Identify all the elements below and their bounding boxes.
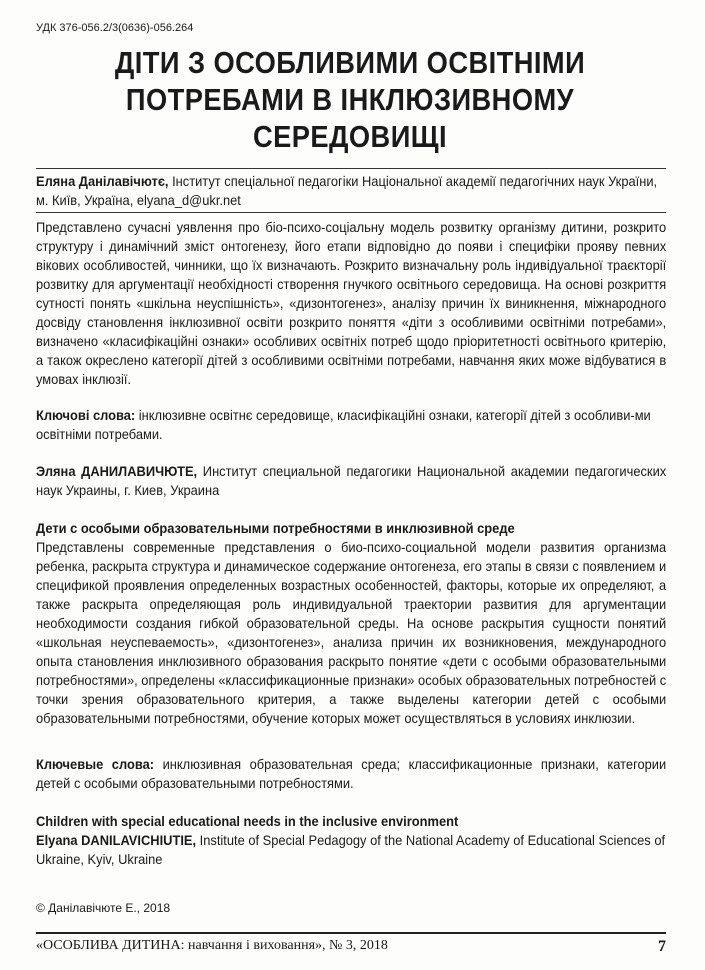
ru-abstract: Представлены современные представления о био-психо-социальной модели развития организма ребенка, раскрыта структура и динамическое содержание онтогенеза, его этапы в связи с появлением и спецификой проявления определенных возрастных особенностей, факторы, которые их определяют, а также раскрыта определяющая роль индивидуальной траектории развития для аргументации необходимости создания гибкой образовательной среды. На основе раскрытия сущности понятий «школьная неуспеваемость», «дизонтогенез», анализа причин их возникновения, международного опыта становления инклюзивного образования раскрыто понятие «дети с особыми образовательными потребностями», определены «классификационные признаки» особых образовательных потребностей с точки зрения образовательного критерия, а также выделены категории детей с особыми образовательными потребностями, обучение которых может осуществляться в условиях инклюзии. — [36, 539, 667, 726]
ru-title — [36, 519, 666, 538]
journal-name: «ОСОБЛИВА ДИТИНА: навчання і виховання», № 3, 2018 — [36, 938, 388, 953]
divider-top — [36, 168, 666, 169]
ru-affiliation: Институт специальной педагогики Национальной академии педагогических наук Украины, г. Киев, Украина — [36, 463, 667, 498]
en-author-block — [36, 831, 666, 869]
udc-code: УДК 376-056.2/3(0636)-056.264 — [36, 22, 194, 34]
ua-author-block — [36, 172, 666, 210]
title-line-1: ДІТИ З ОСОБЛИВИМИ ОСВІТНІМИ — [114, 45, 586, 80]
ua-abstract: Представлено сучасні уявлення про біо-психо-соціальну модель розвитку організму дитини, розкрито структуру і динамічний зміст онтогенезу, його етапи відповідно до появи і специфіки прояву певних вікових особливостей, чинники, що їх визначають. Розкрито визначальну роль індивідуальної траєкторії розвитку для аргументації необхідності створення гнучкого освітнього середовища. На основі розкриття сутності понять «шкільна неуспішність», «дизонтогенез», аналізу причин їх виникнення, міжнародного досвіду становлення інклюзивної освіти розкрито поняття «діти з особливими освітніми потребами», визначено «класифікаційні ознаки» особливих освітніх потреб щодо пріоритетності освітнього критерію, а також окреслено категорії дітей з особливими освітніми потребами, навчання яких може відбуватися в умовах інклюзії. — [36, 219, 667, 387]
ru-keywords — [36, 755, 666, 793]
ua-author-name: Еляна Данілавічютє, — [36, 173, 169, 189]
ru-author-name: Эляна ДАНИЛАВИЧЮТЕ, — [36, 463, 198, 479]
en-author-name: Elyana DANILAVICHIUTIE, — [36, 832, 197, 848]
footer-divider — [36, 932, 666, 934]
title-line-2: ПОТРЕБАМИ В ІНКЛЮЗИВНОМУ — [125, 82, 575, 117]
divider-author — [36, 212, 666, 213]
ua-keywords-text: інклюзивне освітнє середовище, класифікаційні ознаки, категорії дітей з особливи-ми освітніми потребами. — [36, 407, 651, 442]
ru-author-block — [36, 462, 666, 500]
ru-keywords-label: Ключевые слова: — [36, 756, 155, 772]
ru-keywords-text: инклюзивная образовательная среда; классификационные признаки, категории детей с особыми образовательными потребностями. — [36, 756, 667, 791]
article-title — [77, 44, 623, 155]
copyright: © Данілавічюте Е., 2018 — [36, 901, 171, 915]
en-title-text: Children with special educational needs in the inclusive environment — [36, 813, 459, 829]
en-title — [36, 812, 666, 831]
ua-affiliation: Інститут спеціальної педагогіки Національної академії педагогічних наук України, м. Київ, Україна, elyana_d@ukr.net — [36, 173, 658, 208]
title-line-3: СЕРЕДОВИЩІ — [252, 119, 448, 154]
en-affiliation: Institute of Special Pedagogy of the National Academy of Educational Sciences of Ukraine, Kyiv, Ukraine — [36, 832, 666, 867]
page-footer — [36, 938, 666, 954]
page-number: 7 — [658, 938, 666, 955]
ua-keywords-label: Ключові слова: — [36, 407, 136, 423]
ua-keywords — [36, 406, 666, 444]
ru-title-text: Дети с особыми образовательными потребностями в инклюзивной среде — [36, 520, 515, 536]
